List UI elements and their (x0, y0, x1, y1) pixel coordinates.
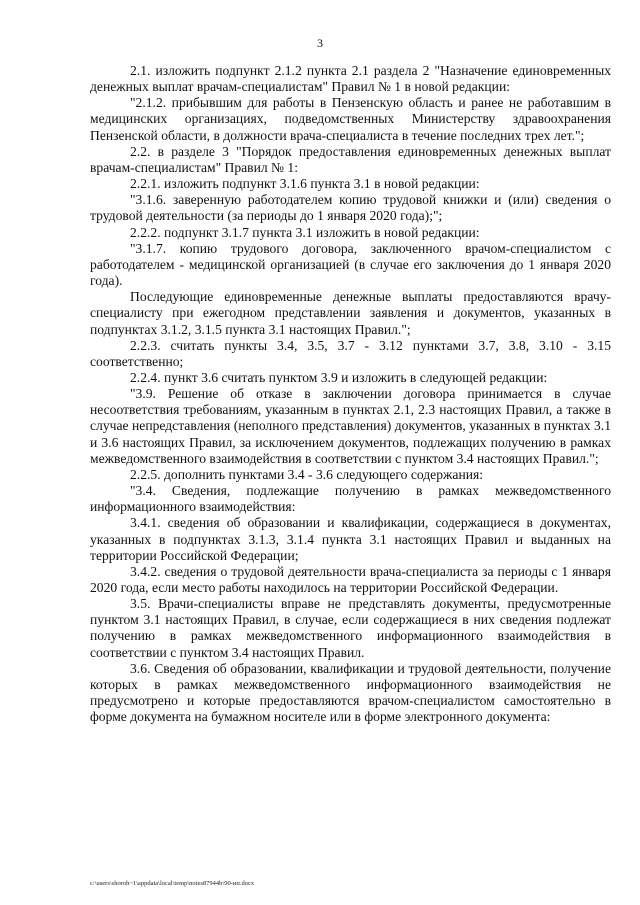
paragraph: 2.1. изложить подпункт 2.1.2 пункта 2.1 раздела 2 "Назначение единовременных денежных выплат врачам-специалистам" Правил № 1 в новой редакции: (90, 63, 611, 95)
paragraph: 3.6. Сведения об образовании, квалификации и трудовой деятельности, получение которых в рамках межведомственного информационного взаимодействия не предусмотрено и которые предоставляются врачом-специалистом самостоятельно в форме документа на бумажном носителе или в форме электронного документа: (90, 660, 611, 725)
paragraph: 3.4.1. сведения об образовании и квалификации, содержащиеся в документах, указанных в подпунктах 3.1.3, 3.1.4 пункта 3.1 настоящих Правил и выданных на территории Российской Федерации; (90, 515, 611, 563)
paragraph: "3.4. Сведения, подлежащие получению в рамках межведомственного информационного взаимодействия: (90, 483, 611, 515)
paragraph: "3.9. Решение об отказе в заключении договора принимается в случае несоответствия требованиям, указанным в пунктах 2.1, 2.3 настоящих Правил, а также в случае непредставления (неполного представления) документов, указанных в пунктах 3.1 и 3.6 настоящих Правил, за исключением документов, подлежащих получению в рамках межведомственного взаимодействия в соответствии с пунктом 3.4 настоящих Правил."; (90, 386, 611, 466)
document-body (90, 63, 611, 725)
paragraph: 2.2.5. дополнить пунктами 3.4 - 3.6 следующего содержания: (130, 466, 484, 482)
paragraph: 2.2.1. изложить подпункт 3.1.6 пункта 3.1 в новой редакции: (130, 176, 480, 192)
paragraph: 3.4.2. сведения о трудовой деятельности врача-специалиста за периоды с 1 января 2020 года, если место работы находилось на территории Российской Федерации. (90, 563, 611, 595)
paragraph: 2.2.4. пункт 3.6 считать пунктом 3.9 и изложить в следующей редакции: (130, 369, 548, 385)
paragraph: Последующие единовременные денежные выплаты предоставляются врачу-специалисту при ежегодном представлении заявления и документов, указанных в подпунктах 3.1.2, 3.1.5 пункта 3.1 настоящих Правил."; (90, 289, 611, 337)
paragraph: 3.5. Врачи-специалисты вправе не представлять документы, предусмотренные пунктом 3.1 настоящих Правил, в случае, если содержащиеся в них сведения подлежат получению в рамках межведомственного информационного взаимодействия в соответствии с пунктом 3.4 настоящих Правил. (90, 596, 611, 660)
paragraph: "3.1.7. копию трудового договора, заключенного врачом-специалистом с работодателем - медицинской организацией (в случае его заключения до 1 января 2020 года). (90, 240, 611, 289)
paragraph: 2.2.3. считать пункты 3.4, 3.5, 3.7 - 3.12 пунктами 3.7, 3.8, 3.10 - 3.15 соответственно; (90, 337, 611, 369)
page-number: 3 (317, 36, 323, 50)
file-path-footer: c:\users\shoroh~1\appdata\local\temp\notes87944b\90-ип.docx (90, 880, 255, 887)
paragraph: 2.2. в разделе 3 "Порядок предоставления единовременных денежных выплат врачам-специалистам" Правил № 1: (90, 143, 611, 175)
paragraph: 2.2.2. подпункт 3.1.7 пункта 3.1 изложить в новой редакции: (130, 224, 480, 240)
paragraph: "3.1.6. заверенную работодателем копию трудовой книжки и (или) сведения о трудовой деятельности (за периоды до 1 января 2020 года);"; (90, 192, 611, 224)
paragraph: "2.1.2. прибывшим для работы в Пензенскую область и ранее не работавшим в медицинских организациях, подведомственных Министерству здравоохранения Пензенской области, в должности врача-специалиста в течение последних трех лет."; (90, 95, 611, 143)
